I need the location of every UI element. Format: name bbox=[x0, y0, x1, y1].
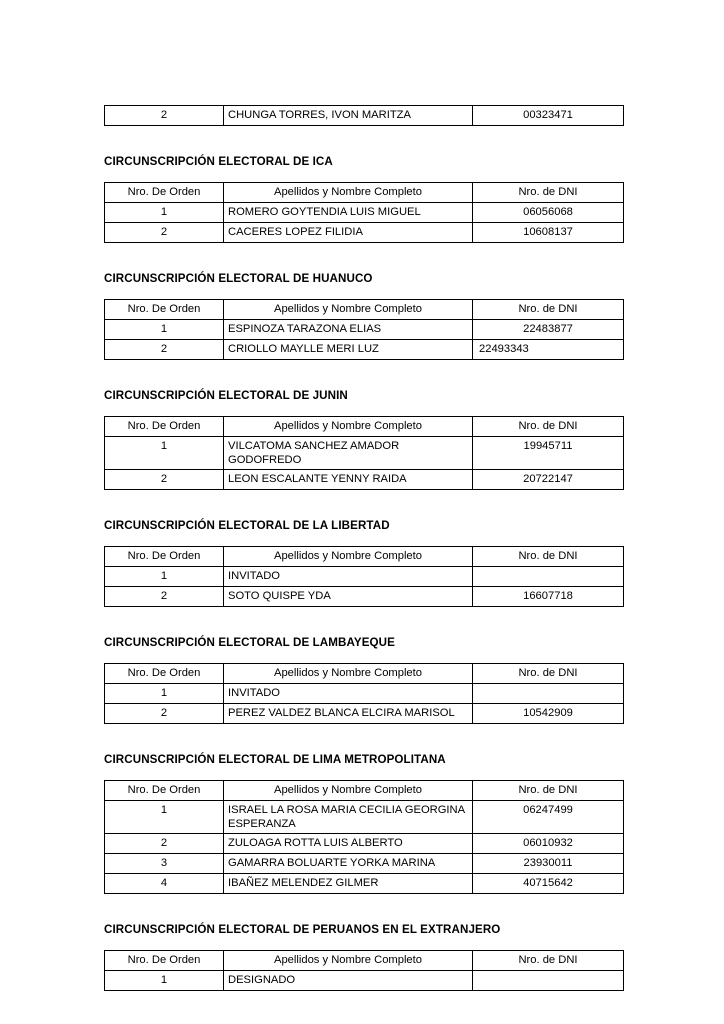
section-title: CIRCUNSCRIPCIÓN ELECTORAL DE ICA bbox=[104, 155, 333, 168]
column-header-orden: Nro. De Orden bbox=[105, 664, 224, 684]
cell-nombre: DESIGNADO bbox=[224, 971, 473, 991]
cell-nombre: IBAÑEZ MELENDEZ GILMER bbox=[224, 874, 473, 894]
cell-dni bbox=[473, 684, 624, 704]
section-table bbox=[104, 780, 624, 894]
cell-dni: 06247499 bbox=[473, 801, 624, 834]
section-table-body bbox=[105, 183, 624, 243]
section-table-body bbox=[105, 300, 624, 360]
cell-dni: 20722147 bbox=[473, 470, 624, 490]
table-row bbox=[105, 874, 624, 894]
cell-nombre: GAMARRA BOLUARTE YORKA MARINA bbox=[224, 854, 473, 874]
section-table bbox=[104, 299, 624, 360]
title-table-gap bbox=[104, 402, 624, 416]
section-title: CIRCUNSCRIPCIÓN ELECTORAL DE LAMBAYEQUE bbox=[104, 636, 395, 649]
section-title: CIRCUNSCRIPCIÓN ELECTORAL DE HUANUCO bbox=[104, 272, 373, 285]
table-header-row bbox=[105, 951, 624, 971]
table-header-row bbox=[105, 547, 624, 567]
table-header-row bbox=[105, 183, 624, 203]
column-header-dni: Nro. de DNI bbox=[473, 183, 624, 203]
cell-nombre: ISRAEL LA ROSA MARIA CECILIA GEORGINA ESPERANZA bbox=[224, 801, 473, 834]
table-row bbox=[105, 203, 624, 223]
cell-nombre: PEREZ VALDEZ BLANCA ELCIRA MARISOL bbox=[224, 704, 473, 724]
sections-container bbox=[104, 126, 624, 991]
section-table bbox=[104, 546, 624, 607]
cell-orden: 1 bbox=[105, 567, 224, 587]
table-header-row bbox=[105, 781, 624, 801]
cell-nombre: VILCATOMA SANCHEZ AMADOR GODOFREDO bbox=[224, 437, 473, 470]
cell-nombre: LEON ESCALANTE YENNY RAIDA bbox=[224, 470, 473, 490]
cell-orden: 2 bbox=[105, 106, 224, 126]
section-table-body bbox=[105, 547, 624, 607]
section-table-body bbox=[105, 781, 624, 894]
section-gap bbox=[104, 126, 624, 155]
cell-orden: 1 bbox=[105, 684, 224, 704]
column-header-dni: Nro. de DNI bbox=[473, 547, 624, 567]
column-header-orden: Nro. De Orden bbox=[105, 951, 224, 971]
orphan-table-body bbox=[105, 106, 624, 126]
cell-dni: 22493343 bbox=[473, 340, 624, 360]
section-table-body bbox=[105, 664, 624, 724]
cell-orden: 4 bbox=[105, 874, 224, 894]
section-table bbox=[104, 416, 624, 490]
column-header-dni: Nro. de DNI bbox=[473, 664, 624, 684]
cell-orden: 2 bbox=[105, 223, 224, 243]
table-row bbox=[105, 801, 624, 834]
cell-nombre: CHUNGA TORRES, IVON MARITZA bbox=[224, 106, 473, 126]
cell-nombre: INVITADO bbox=[224, 567, 473, 587]
cell-dni bbox=[473, 567, 624, 587]
cell-nombre: ZULOAGA ROTTA LUIS ALBERTO bbox=[224, 834, 473, 854]
cell-dni: 10608137 bbox=[473, 223, 624, 243]
table-row bbox=[105, 567, 624, 587]
table-header-row bbox=[105, 664, 624, 684]
cell-dni: 23930011 bbox=[473, 854, 624, 874]
column-header-dni: Nro. de DNI bbox=[473, 951, 624, 971]
section-title: CIRCUNSCRIPCIÓN ELECTORAL DE LA LIBERTAD bbox=[104, 519, 390, 532]
cell-dni: 06056068 bbox=[473, 203, 624, 223]
section-title: CIRCUNSCRIPCIÓN ELECTORAL DE LIMA METROPOLITANA bbox=[104, 753, 446, 766]
table-row bbox=[105, 340, 624, 360]
table-row bbox=[105, 854, 624, 874]
table-row bbox=[105, 106, 624, 126]
cell-orden: 1 bbox=[105, 971, 224, 991]
column-header-orden: Nro. De Orden bbox=[105, 547, 224, 567]
cell-nombre: SOTO QUISPE YDA bbox=[224, 587, 473, 607]
title-table-gap bbox=[104, 532, 624, 546]
cell-orden: 1 bbox=[105, 437, 224, 470]
section-table bbox=[104, 950, 624, 991]
cell-dni: 10542909 bbox=[473, 704, 624, 724]
cell-dni: 19945711 bbox=[473, 437, 624, 470]
cell-orden: 2 bbox=[105, 834, 224, 854]
cell-orden: 1 bbox=[105, 801, 224, 834]
column-header-nombre: Apellidos y Nombre Completo bbox=[224, 781, 473, 801]
cell-orden: 3 bbox=[105, 854, 224, 874]
column-header-orden: Nro. De Orden bbox=[105, 781, 224, 801]
table-row bbox=[105, 223, 624, 243]
cell-orden: 2 bbox=[105, 470, 224, 490]
table-row bbox=[105, 684, 624, 704]
column-header-orden: Nro. De Orden bbox=[105, 417, 224, 437]
title-table-gap bbox=[104, 168, 624, 182]
column-header-nombre: Apellidos y Nombre Completo bbox=[224, 664, 473, 684]
section-title: CIRCUNSCRIPCIÓN ELECTORAL DE PERUANOS EN EL EXTRANJERO bbox=[104, 923, 501, 936]
table-row bbox=[105, 971, 624, 991]
orphan-table bbox=[104, 105, 624, 126]
column-header-nombre: Apellidos y Nombre Completo bbox=[224, 183, 473, 203]
table-row bbox=[105, 834, 624, 854]
table-row bbox=[105, 587, 624, 607]
title-table-gap bbox=[104, 649, 624, 663]
cell-dni: 16607718 bbox=[473, 587, 624, 607]
section-gap bbox=[104, 490, 624, 519]
section-title: CIRCUNSCRIPCIÓN ELECTORAL DE JUNIN bbox=[104, 389, 348, 402]
cell-orden: 2 bbox=[105, 704, 224, 724]
column-header-nombre: Apellidos y Nombre Completo bbox=[224, 300, 473, 320]
section-gap bbox=[104, 243, 624, 272]
section-table bbox=[104, 663, 624, 724]
table-row bbox=[105, 320, 624, 340]
column-header-dni: Nro. de DNI bbox=[473, 417, 624, 437]
cell-dni: 06010932 bbox=[473, 834, 624, 854]
column-header-nombre: Apellidos y Nombre Completo bbox=[224, 951, 473, 971]
cell-dni: 40715642 bbox=[473, 874, 624, 894]
section-table-body bbox=[105, 951, 624, 991]
title-table-gap bbox=[104, 766, 624, 780]
cell-orden: 2 bbox=[105, 587, 224, 607]
cell-nombre: INVITADO bbox=[224, 684, 473, 704]
cell-orden: 1 bbox=[105, 320, 224, 340]
column-header-dni: Nro. de DNI bbox=[473, 300, 624, 320]
top-spacer bbox=[104, 78, 624, 105]
table-header-row bbox=[105, 300, 624, 320]
column-header-orden: Nro. De Orden bbox=[105, 183, 224, 203]
column-header-nombre: Apellidos y Nombre Completo bbox=[224, 417, 473, 437]
table-row bbox=[105, 437, 624, 470]
section-gap bbox=[104, 607, 624, 636]
section-gap bbox=[104, 360, 624, 389]
cell-orden: 2 bbox=[105, 340, 224, 360]
column-header-dni: Nro. de DNI bbox=[473, 781, 624, 801]
section-gap bbox=[104, 894, 624, 923]
table-header-row bbox=[105, 417, 624, 437]
section-table-body bbox=[105, 417, 624, 490]
cell-nombre: CACERES LOPEZ FILIDIA bbox=[224, 223, 473, 243]
title-table-gap bbox=[104, 936, 624, 950]
cell-dni: 00323471 bbox=[473, 106, 624, 126]
cell-dni bbox=[473, 971, 624, 991]
cell-nombre: CRIOLLO MAYLLE MERI LUZ bbox=[224, 340, 473, 360]
column-header-nombre: Apellidos y Nombre Completo bbox=[224, 547, 473, 567]
cell-nombre: ESPINOZA TARAZONA ELIAS bbox=[224, 320, 473, 340]
cell-orden: 1 bbox=[105, 203, 224, 223]
column-header-orden: Nro. De Orden bbox=[105, 300, 224, 320]
cell-dni: 22483877 bbox=[473, 320, 624, 340]
title-table-gap bbox=[104, 285, 624, 299]
table-row bbox=[105, 704, 624, 724]
cell-nombre: ROMERO GOYTENDIA LUIS MIGUEL bbox=[224, 203, 473, 223]
section-table bbox=[104, 182, 624, 243]
table-row bbox=[105, 470, 624, 490]
section-gap bbox=[104, 724, 624, 753]
